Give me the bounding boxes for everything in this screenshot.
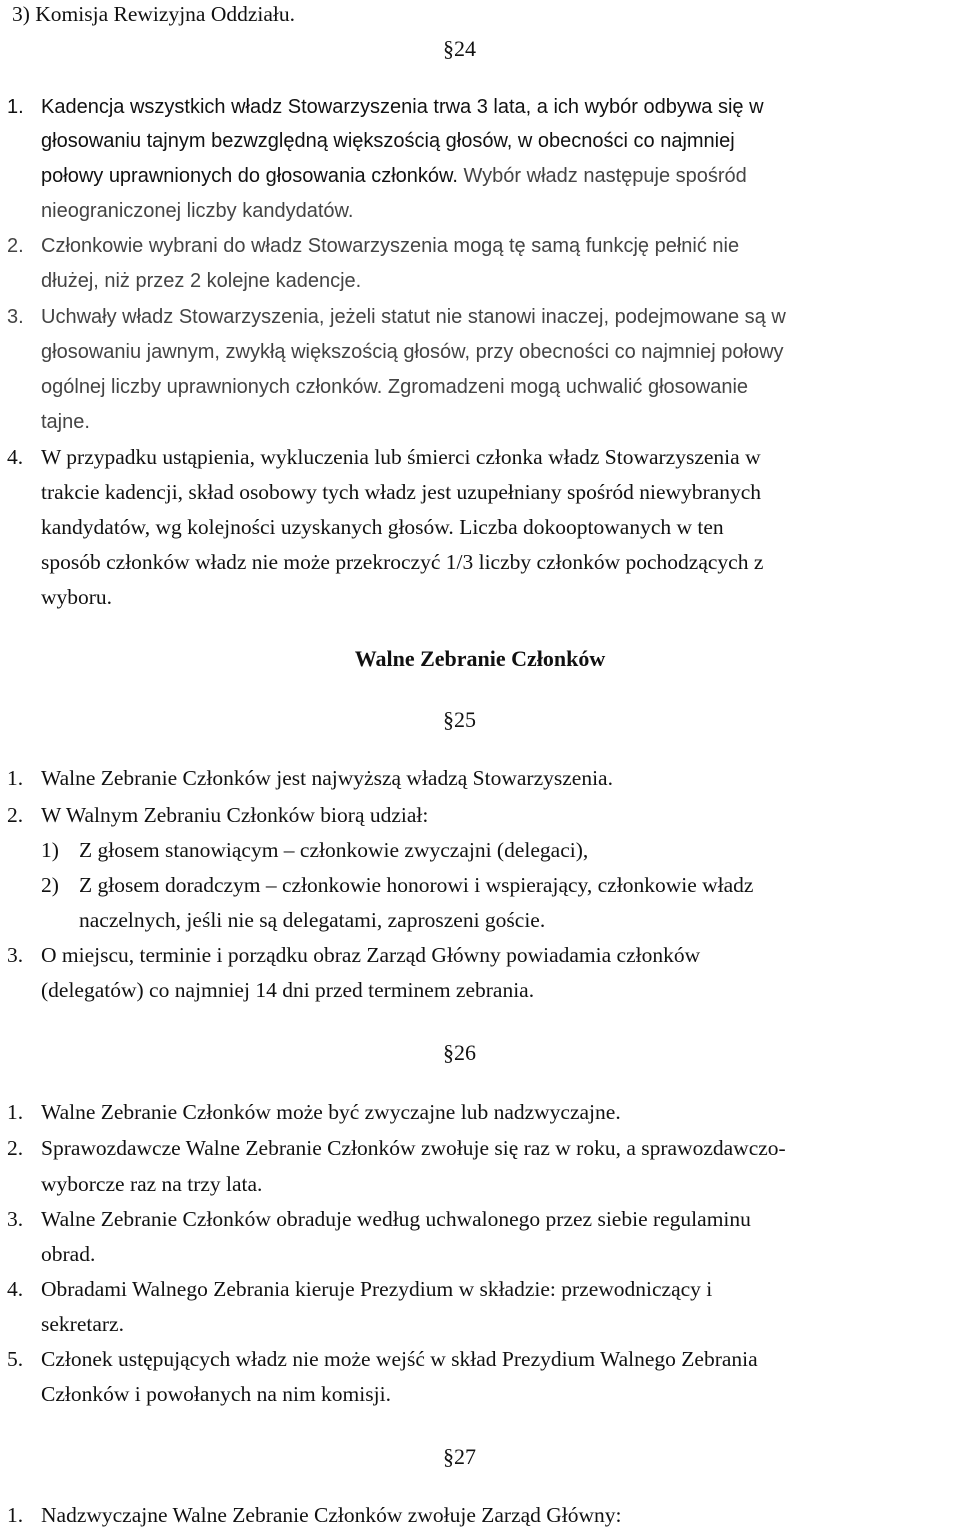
s25-item-2-line-1: W Walnym Zebraniu Członków biorą udział: [41, 803, 429, 827]
s24-item-1-line-2: głosowaniu tajnym bezwzględną większością głosów, w obecności co najmniej [41, 130, 735, 152]
s26-item-2-line-2: wyborcze raz na trzy lata. [41, 1172, 263, 1196]
s24-item-3-line-3: ogólnej liczby uprawnionych członków. Zgromadzeni mogą uchwalić głosowanie [41, 376, 749, 398]
section-24-heading: §24 [443, 36, 476, 61]
section-27-heading: §27 [443, 1444, 476, 1469]
s24-item-4-line-5: wyboru. [41, 585, 113, 609]
s27-item-1-number: 1. [7, 1503, 24, 1527]
s25-subitem-1-line-1: Z głosem stanowiącym – członkowie zwyczajni (delegaci), [79, 838, 589, 862]
intro-list-item: 3) Komisja Rewizyjna Oddziału. [12, 2, 296, 26]
s26-item-3-number: 3. [7, 1207, 24, 1231]
s24-item-4-line-3-head: kandydatów, wg kolejności uzyskanych głosów. [41, 515, 454, 539]
s25-item-3-number: 3. [7, 943, 24, 967]
s26-item-2-line-1: Sprawozdawcze Walne Zebranie Członków zwołuje się raz w roku, a sprawozdawczo- [41, 1136, 786, 1160]
s25-item-3-line-2: (delegatów) co najmniej 14 dni przed terminem zebrania. [41, 978, 535, 1002]
s24-item-4-line-4: sposób członków władz nie może przekroczyć 1/3 liczby członków pochodzących z [41, 550, 764, 574]
s26-item-5-line-2: Członków i powołanych na nim komisji. [41, 1382, 391, 1406]
s24-item-4-line-3 [41, 517, 724, 539]
s26-item-2-number: 2. [7, 1136, 24, 1160]
s26-item-5-line-1: Członek ustępujących władz nie może wejść w skład Prezydium Walnego Zebrania [41, 1347, 758, 1371]
s24-item-1-line-3-tail: Wybór władz następuje spośród [463, 165, 747, 187]
s26-item-4-number: 4. [7, 1277, 24, 1301]
s24-item-3-number: 3. [7, 306, 24, 328]
s24-item-4-line-3-tail: Liczba dokooptowanych w ten [459, 515, 724, 539]
s25-subitem-2-line-2: naczelnych, jeśli nie są delegatami, zaproszeni goście. [79, 908, 546, 932]
s26-item-3-line-2: obrad. [41, 1242, 96, 1266]
s24-item-3-line-4: tajne. [41, 411, 90, 433]
s24-item-1-line-1: Kadencja wszystkich władz Stowarzyszenia trwa 3 lata, a ich wybór odbywa się w [41, 96, 764, 118]
s24-item-3-line-1: Uchwały władz Stowarzyszenia, jeżeli statut nie stanowi inaczej, podejmowane są w [41, 306, 786, 328]
section-25-heading: §25 [443, 707, 476, 732]
s26-item-3-line-1: Walne Zebranie Członków obraduje według uchwalonego przez siebie regulaminu [41, 1207, 751, 1231]
s26-item-1-line-1: Walne Zebranie Członków może być zwyczajne lub nadzwyczajne. [41, 1100, 621, 1124]
s25-item-3-line-1: O miejscu, terminie i porządku obraz Zarząd Główny powiadamia członków [41, 943, 701, 967]
s24-item-2-number: 2. [7, 235, 24, 257]
s24-item-2-line-2: dłużej, niż przez 2 kolejne kadencje. [41, 270, 362, 292]
s25-item-1-number: 1. [7, 766, 24, 790]
s24-item-4-number: 4. [7, 445, 24, 469]
s26-item-5-number: 5. [7, 1347, 24, 1371]
s24-item-4-line-1: W przypadku ustąpienia, wykluczenia lub śmierci członka władz Stowarzyszenia w [41, 445, 761, 469]
s24-item-4-line-2: trakcie kadencji, skład osobowy tych władz jest uzupełniany spośród niewybranych [41, 480, 762, 504]
chapter-title: Walne Zebranie Członków [354, 646, 606, 671]
s25-item-1-line-1: Walne Zebranie Członków jest najwyższą władzą Stowarzyszenia. [41, 766, 613, 790]
s25-subitem-1-number: 1) [41, 838, 59, 862]
s25-subitem-2-number: 2) [41, 873, 59, 897]
s24-item-1-line-3-head: połowy uprawnionych do głosowania członków. [41, 165, 458, 187]
s24-item-3-line-2: głosowaniu jawnym, zwykłą większością głosów, przy obecności co najmniej połowy [41, 341, 784, 363]
s26-item-4-line-2: sekretarz. [41, 1312, 124, 1336]
s24-item-1-line-3 [41, 166, 747, 186]
s24-item-2-line-1: Członkowie wybrani do władz Stowarzyszenia mogą tę samą funkcję pełnić nie [41, 235, 740, 257]
s25-item-2-number: 2. [7, 803, 24, 827]
s24-item-1-line-4: nieograniczonej liczby kandydatów. [41, 200, 354, 222]
s25-subitem-2-line-1: Z głosem doradczym – członkowie honorowi i wspierający, członkowie władz [79, 873, 754, 897]
section-26-heading: §26 [443, 1040, 476, 1065]
s24-item-1-number: 1. [7, 96, 24, 118]
s26-item-4-line-1: Obradami Walnego Zebrania kieruje Prezydium w składzie: przewodniczący i [41, 1277, 713, 1301]
s26-item-1-number: 1. [7, 1100, 24, 1124]
s27-item-1-line-1: Nadzwyczajne Walne Zebranie Członków zwołuje Zarząd Główny: [41, 1503, 622, 1527]
